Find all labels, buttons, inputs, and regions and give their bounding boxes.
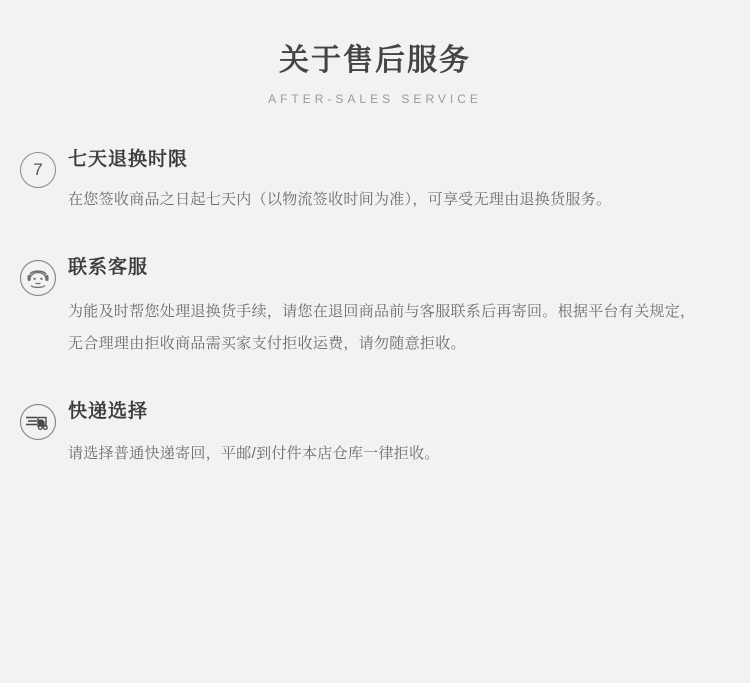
customer-service-agent-icon [18, 258, 58, 298]
page-header [0, 0, 750, 106]
section-contact-service [10, 254, 730, 360]
number-seven-circle-label: 7 [20, 152, 56, 188]
section-title-seven-day-return: 七天退换时限 [68, 149, 189, 170]
section-body-contact-service: 为能及时帮您处理退换货手续，请您在退回商品前与客服联系后再寄回。根据平台有关规定，无合理理由拒收商品需买家支付拒收运费，请勿随意拒收。 [68, 303, 696, 352]
page-subtitle: AFTER-SALES SERVICE [268, 92, 482, 106]
delivery-truck-icon [18, 402, 58, 442]
page-title: 关于售后服务 [279, 44, 471, 77]
section-body-express-choice: 请选择普通快递寄回，平邮/到付件本店仓库一律拒收。 [68, 445, 440, 462]
sections-list [0, 146, 750, 470]
section-title-contact-service: 联系客服 [68, 257, 149, 278]
section-seven-day-return [10, 146, 730, 216]
section-title-express-choice: 快递选择 [68, 401, 149, 422]
section-body-seven-day-return: 在您签收商品之日起七天内（以物流签收时间为准），可享受无理由退换货服务。 [68, 191, 612, 208]
number-seven-circle-icon [18, 150, 58, 190]
section-express-choice [10, 398, 730, 470]
